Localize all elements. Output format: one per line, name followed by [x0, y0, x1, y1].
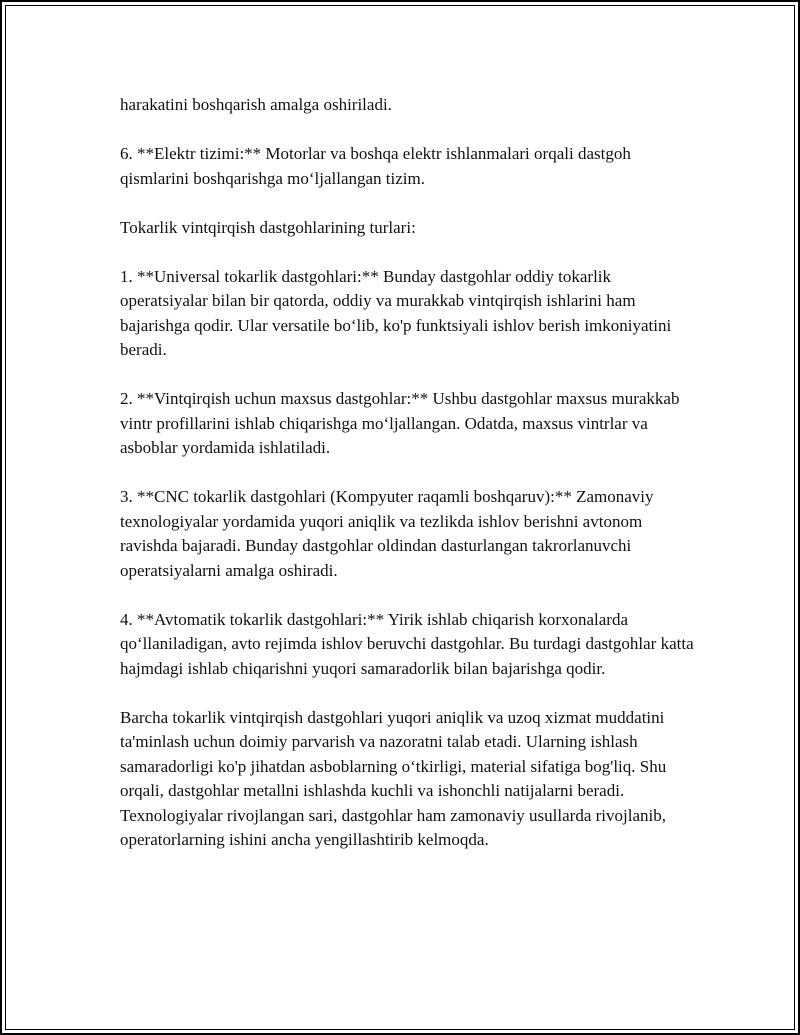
paragraph-conclusion: Barcha tokarlik vintqirqish dastgohlari yuqori aniqlik va uzoq xizmat muddatini ta'minlash uchun doimiy parvarish va nazoratni talab etadi. Ularning ishlash samaradorligi ko'p jihatdan asboblarning o‘tkirligi, material sifatiga bog'liq. Shu orqali, dastgohlar metallni ishlashda kuchli va ishonchli natijalarni beradi. Texnologiyalar rivojlangan sari, dastgohlar ham zamonaviy usullarda rivojlanib, operatorlarning ishini ancha yengillashtirib kelmoqda.: [120, 707, 667, 849]
paragraph-continuation: harakatini boshqarish amalga oshiriladi.: [120, 95, 392, 114]
paragraph-universal-lathes: 1. **Universal tokarlik dastgohlari:** Bunday dastgohlar oddiy tokarlik operatsiyalar bilan bir qatorda, oddiy va murakkab vintqirqish ishlarini ham bajarishga qodir. Ular versatile bo‘lib, ko'p funktsiyali ishlov berish imkoniyatini beradi.: [120, 266, 672, 359]
paragraph-special-threading: 2. **Vintqirqish uchun maxsus dastgohlar:** Ushbu dastgohlar maxsus murakkab vintr profillarini ishlab chiqarishga mo‘ljallangan. Odatda, maxsus vintrlar va asboblar yordamida ishlatiladi.: [120, 389, 680, 457]
document-body: [120, 93, 700, 877]
paragraph-automatic-lathes: 4. **Avtomatik tokarlik dastgohlari:** Yirik ishlab chiqarish korxonalarda qo‘llaniladigan, avto rejimda ishlov beruvchi dastgohlar. Bu turdagi dastgohlar katta hajmdagi ishlab chiqarishni yuqori samaradorlik bilan bajarishga qodir.: [120, 609, 694, 678]
paragraph-types-heading: Tokarlik vintqirqish dastgohlarining turlari:: [120, 217, 416, 237]
paragraph-electrical-system: 6. **Elektr tizimi:** Motorlar va boshqa elektr ishlanmalari orqali dastgoh qismlarini boshqarishga mo‘ljallangan tizim.: [120, 144, 631, 188]
paragraph-cnc-lathes: 3. **CNC tokarlik dastgohlari (Kompyuter raqamli boshqaruv):** Zamonaviy texnologiyalar yordamida yuqori aniqlik va tezlikda ishlov berishni avtonom ravishda bajaradi. Bunday dastgohlar oldindan dasturlangan takrorlanuvchi operatsiyalarni amalga oshiradi.: [120, 487, 654, 580]
